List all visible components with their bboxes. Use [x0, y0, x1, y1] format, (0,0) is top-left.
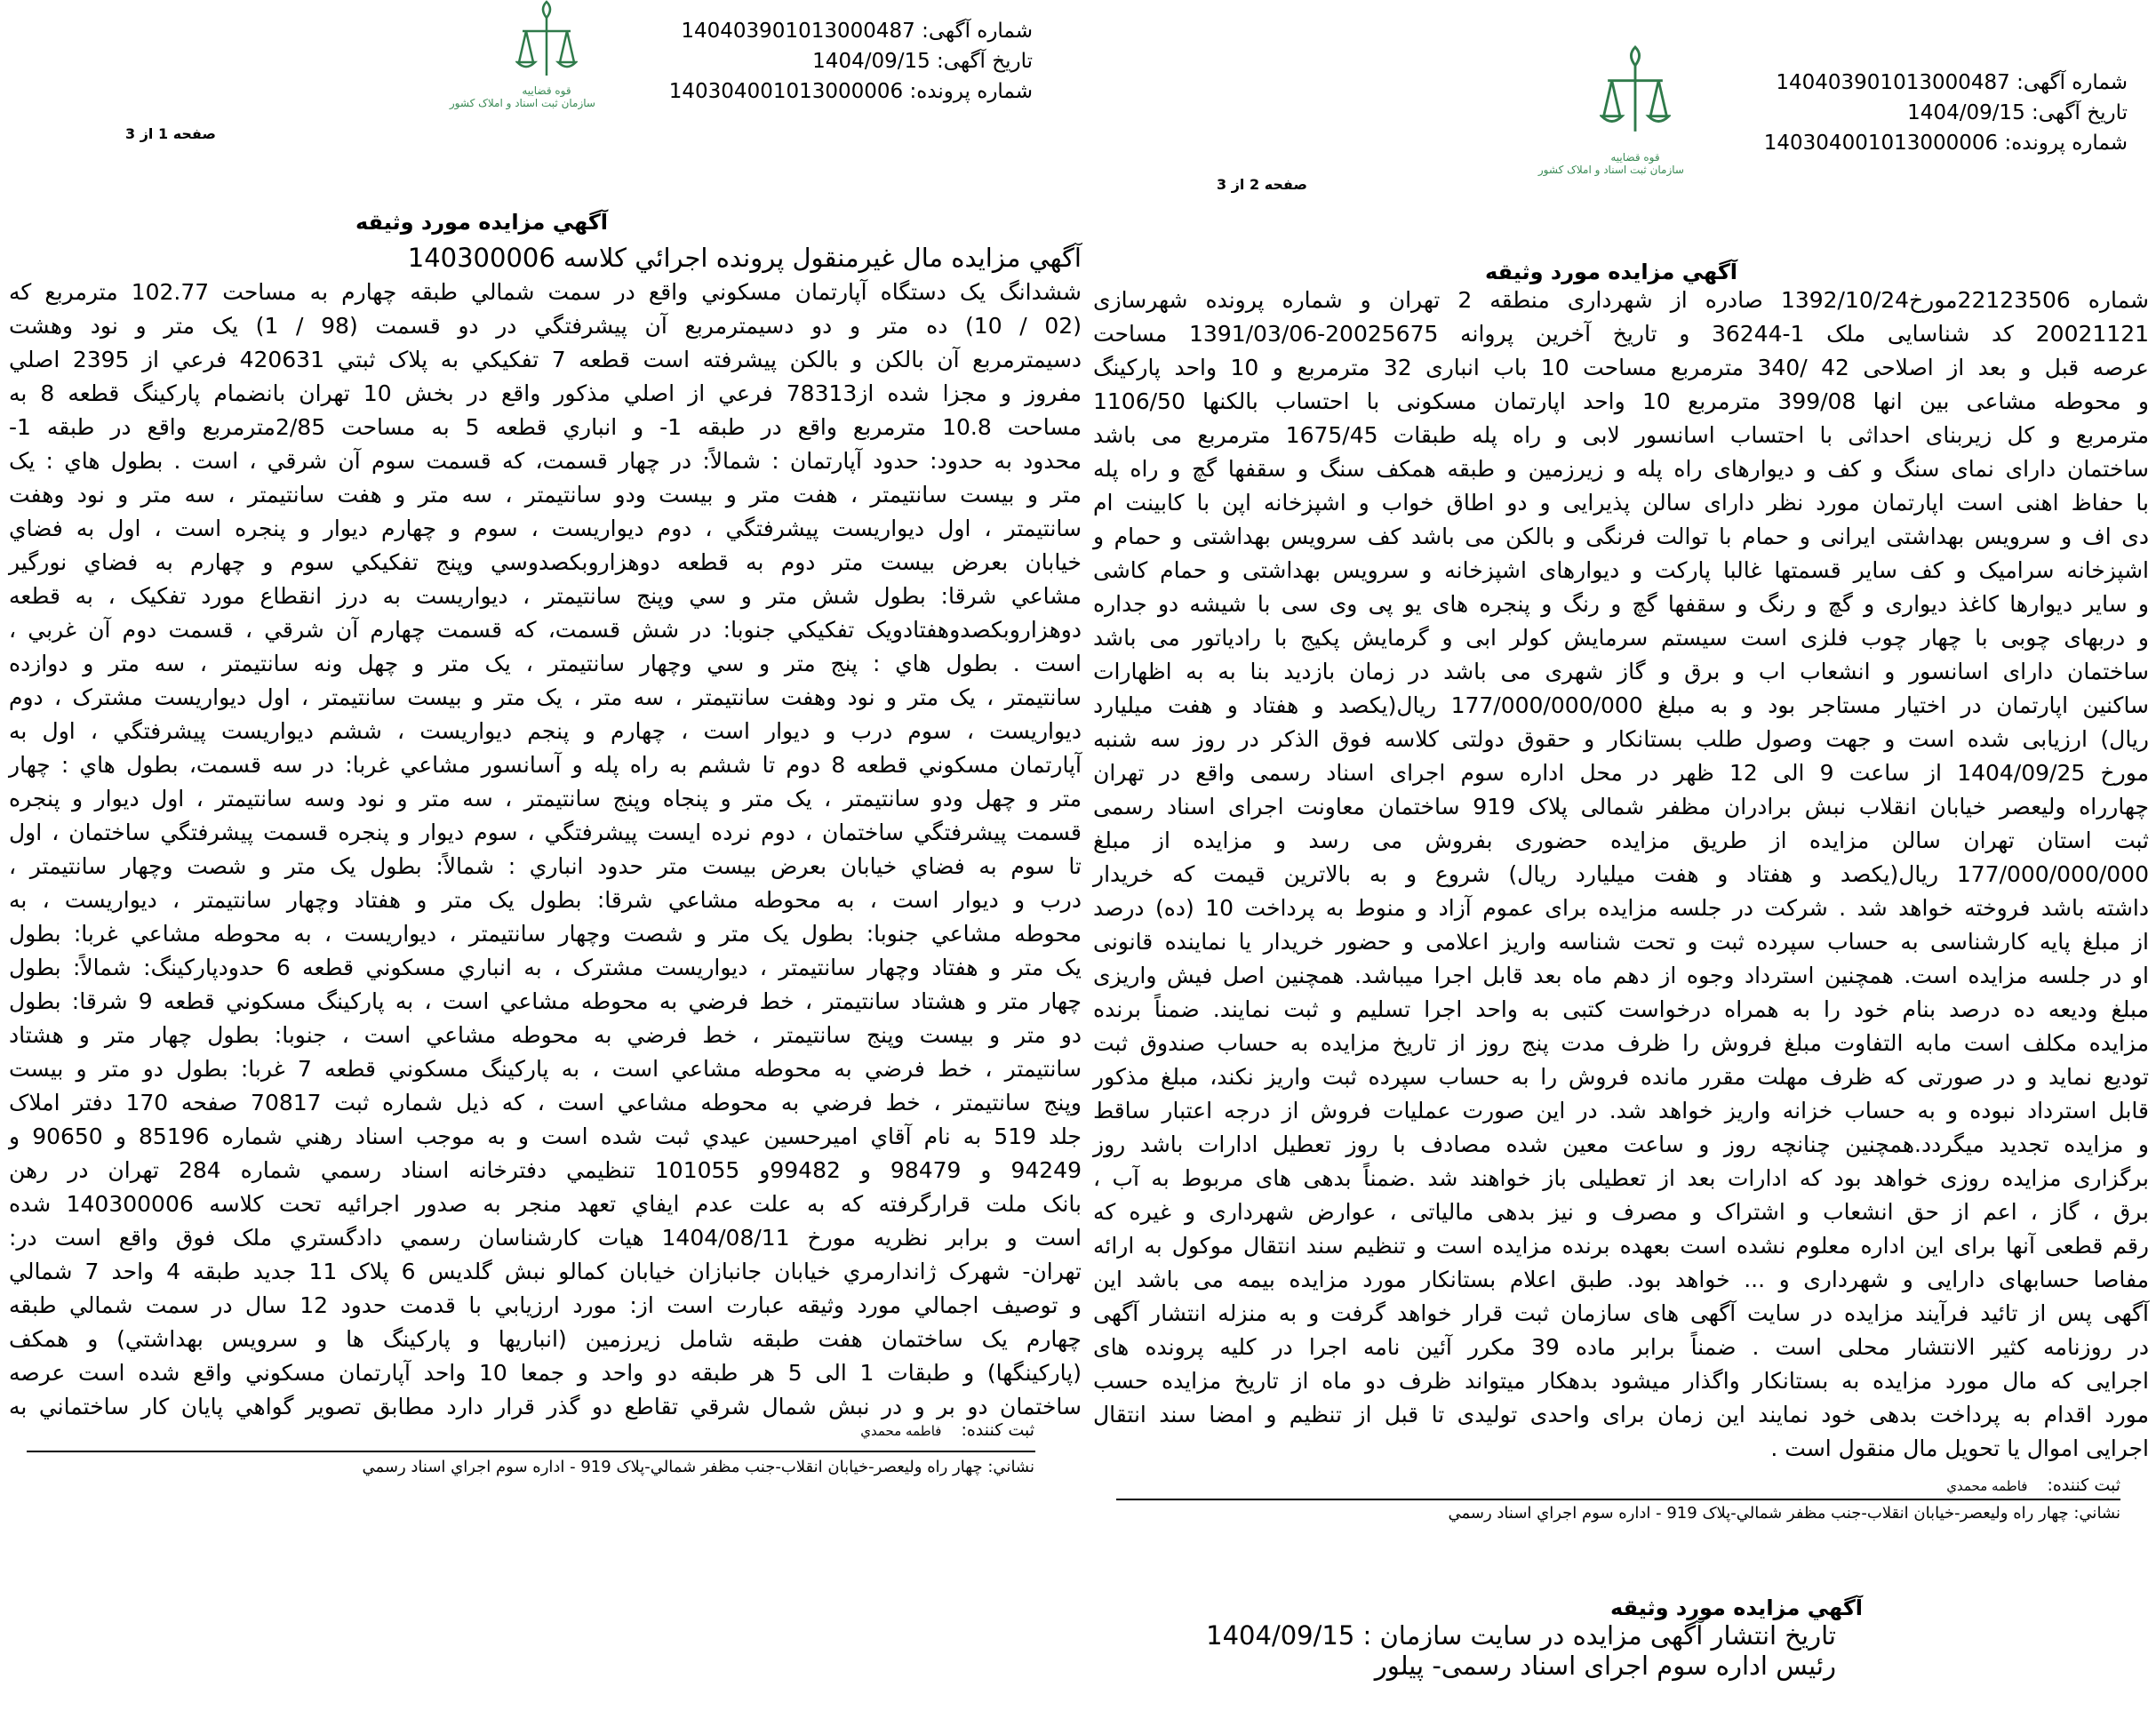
body-line: مبلغ ودیعه ده درصد بنام خود را به همراه درخواست کتبی به واحد اجرا تسلیم و ثبت نمایند. ضمناً برنده [1093, 996, 2149, 1022]
signer-label: ثبت كننده: [961, 1420, 1034, 1440]
body-line: رقم قطعی آنها برای این اداره معلوم نشده است بعهده برنده مزایده است و تنظیم سند انتقال موکول به ارائه [1093, 1233, 2149, 1259]
body-line: مفروز و مجزا شده از78313 فرعي از اصلي مذكور واقع در بخش 10 تهران بانضمام پاركينگ قطعه 8 به [9, 380, 1082, 406]
body-line: دو متر و بيست وپنج سانتيمتر ، خط فرضي به محوطه مشاعي است ، جنوبا: بطول چهار متر و هشتاد [9, 1022, 1082, 1048]
logo-text-top: قوه قضاییه [1610, 151, 1660, 164]
body-line: محدود به حدود: حدود آپارتمان : شمالاً: در چهار قسمت، كه قسمت سوم آن شرقي ، است . بطول هاي : يک [9, 448, 1082, 474]
page2-body [1093, 284, 2149, 1466]
body-line: در روزنامه کثیر الانتشار محلی است . ضمناً برابر ماده 39 مکرر آئین نامه اجرا در کلیه پرونده های [1093, 1334, 2149, 1360]
body-line: و مزایده تجدید میگردد.همچنین چنانچه روز و ساعت معین شده مصادف با روز تعطیل ادارات باشد روز [1093, 1131, 2149, 1157]
body-line: ساختمان دارای نمای سنگ و کف و دیوارهای راه پله و زیرزمین و طبقه همکف سنگ و سقفها گچ و راه پله [1093, 456, 2149, 482]
body-line: مزایده مکلف است مابه التفاوت مبلغ فروش را ظرف مدت پنج روز از تاریخ مزایده به حساب صندوق ثبت [1093, 1030, 2149, 1056]
body-line: داشته باشد فروخته خواهد شد . شرکت در جلسه مزایده برای عموم آزاد و منوط به پرداخت 10 (ده) درصد [1093, 895, 2150, 921]
case-number: شماره پرونده: 140304001013000006 [1763, 132, 2128, 155]
scales-of-justice-icon [515, 0, 578, 84]
body-line: مورد اقدام به پرداخت بدهی خود نمایند این زمان برای واحدی تولیدی تا قبل از تنظیم و امضا سند انتقال [1093, 1402, 2149, 1427]
body-line: تا سوم به فضاي خيابان بعرض بيست متر حدود انباري : شمالاً: بطول يک متر و شصت وچهار سانتيمتر ، [9, 853, 1082, 879]
page2-address: نشاني: چهار راه وليعصر-خيابان انقلاب-جنب مظفر شمالي-پلاک 919 - اداره سوم اجراي اسناد رسمي [1448, 1504, 2120, 1523]
body-line: 20021121 کد شناسایی ملک 1-36244 و تاریخ آخرین پروانه 20025675-1391/03/06 مساحت [1093, 321, 2150, 347]
page1-title: آگهي مزايده مورد وثيقه [355, 210, 609, 235]
page1-signer [860, 1420, 1034, 1440]
body-line: است . بطول هاي : پنج متر و سي وچهار سانتيمتر ، يک متر و چهل ونه سانتيمتر ، سه متر و دوازده [9, 651, 1082, 676]
body-line: عرصه قبل و بعد از اصلاحی 42 /340 مترمربع مساحت 10 باب انباری 32 مترمربع و 10 واحد پارکینگ [1093, 355, 2149, 380]
body-line: متر و چهل ودو سانتيمتر ، يک متر و پنجاه وپنج سانتيمتر ، سه متر و نود وسه سانتيمتر ، اول ديوار و پنجره [9, 786, 1082, 812]
body-line: ساختمان دو بر و در نبش شمال شرقي تقاطع دو گذر قرار دارد مطابق تصوير گواهي پايان كار ساختماني به [9, 1394, 1082, 1419]
body-line: تودیع نماید و در صورتی که ظرف مهلت مقرر مانده فروش را به حساب سپرده ثبت واریز نکند، مبلغ مذکور [1093, 1064, 2149, 1090]
body-line: برگزاری مزایده روزی خواهد بود که ادارات بعد از تعطیلی باز خواهند شد .ضمناً بدهی های مربوط به آب ، [1093, 1165, 2149, 1191]
footer-title: آگهي مزايده مورد وثيقه [1609, 1595, 1863, 1620]
body-line: 177/000/000/000 ریال(یکصد و هفتاد و هفت میلیارد ریال) شروع و به بالاترین قیمت که خریدار [1093, 861, 2149, 887]
page1-body [9, 240, 1082, 1424]
body-line: (پاركينگها) و طبقات 1 الی 5 هر طبقه دو واحد و جمعا 10 واحد آپارتمان مسكوني واقع شده است عرصه [9, 1360, 1082, 1386]
judiciary-logo-page2 [1537, 36, 1684, 213]
body-line: دی اف و سرویس بهداشتی ایرانی و حمام با توالت فرنگی و بالکن می باشد کف سرویس بهداشتی و حمام و [1093, 524, 2149, 549]
footer [1206, 1595, 1863, 1681]
ad-number: شماره آگهی: 14040390101300048​7 [681, 20, 1033, 43]
ad-number: شماره آگهی: 140403901013000487 [1776, 71, 2128, 94]
body-line: مترمربع و کل زیربنای احداثی با احتساب اسانسور لابی و راه پله طبقات 1675/45 مترمربع می باشد [1093, 422, 2149, 448]
body-line: قابل استرداد نبوده و به حساب خزانه واریز خواهد شد. در این صورت عملیات فروش از درجه اعتبار ساقط [1093, 1098, 2149, 1123]
body-line: ثبت استان تهران سالن مزایده از طریق مزایده حضوری بفروش می رسد و مزایده از مبلغ [1093, 828, 2149, 853]
body-line: (02 / 10) ده متر و دو دسيمترمربع آن پيشرفتگي در دو قسمت (98 / 1) يک متر و نود وهشت [9, 313, 1082, 339]
page2-header [1764, 68, 2128, 158]
signature-line: رئیس اداره سوم اجرای اسناد رسمی- پیلور [1374, 1651, 1836, 1681]
body-line: يک متر و هفتاد وچهار سانتيمتر ، ديواريست مشترک ، به انباري مسكوني قطعه 6 حدودپاركينگ: شمالاً: بطول [9, 955, 1082, 980]
body-line: ساکنین اپارتمان در اختیار مستاجر بود و به مبلغ 177/000/000/000 ریال(یکصد و هفتاد و هفت میلیارد [1093, 692, 2150, 718]
body-line: خيابان بعرض بيست متر دوم به قطعه دوهزاروبكصدوسي وپنج تفكيكي سوم و چهارم به فضاي نورگير [9, 549, 1082, 575]
body-line: آپارتمان مسكوني قطعه 8 دوم تا ششم به راه پله و آسانسور مشاعي غربا: در سه قسمت، بطول هاي : چهار [9, 752, 1082, 778]
page1-subtitle: آگهي مزايده مال غيرمنقول پرونده اجرائي كلاسه 140300006 [407, 243, 1082, 273]
body-line: اجرایی که مال مورد مزایده به بستانکار واگذار میشود بدهکار میتواند ظرف دو ماه از تاریخ مزایده حسب [1093, 1368, 2149, 1394]
body-line: آگهی پس از تائید فرآیند مزایده در سایت آگهی های سازمان ثبت قرار خواهد گرفت و به منزله انتشار آگهی [1093, 1300, 2149, 1326]
body-line: قسمت پيشرفتگي ساختمان ، دوم نرده ايست پيشرفتگي ، سوم ديوار و پنجره قسمت پيشرفتگي ساختمان ، اول [9, 820, 1082, 845]
body-line: تهران- شهرک ژاندارمري خيابان جانبازان خيابان كمالو نبش گلديس 6 پلاک 11 جديد طبقه 4 واحد 7 شمالي [9, 1259, 1082, 1284]
page1-address: نشاني: چهار راه وليعصر-خيابان انقلاب-جنب مظفر شمالي-پلاک 919 - اداره سوم اجراي اسناد رسمي [362, 1458, 1034, 1476]
body-line: 94249 و 98479 و 99482و 101055 تنظيمي دفترخانه اسناد رسمي شماره 284 تهران در رهن [9, 1157, 1082, 1183]
body-line: درب و ديوار است ، به محوطه مشاعي شرقا: بطول يک متر و هفتاد وچهار سانتيمتر ، ديواريست ، به [9, 887, 1082, 913]
body-line: چهارم يک ساختمان هفت طبقه شامل زيرزمين (انباريها و پاركينگ ها و سرويس بهداشتي) و همكف [9, 1326, 1082, 1352]
divider [27, 1451, 1035, 1452]
body-line: برق ، گاز ، اعم از حق انشعاب و اشتراک و مصرف و نیز بدهی مالیاتی ، عوارض شهرداری و غیره که [1093, 1199, 2149, 1225]
body-line: متر و بيست سانتيمتر ، هفت متر و بيست ودو سانتيمتر ، سه متر و هفت سانتيمتر ، سه متر و نود وهفت [9, 482, 1082, 508]
page-number: صفحه 2 از 3 [1217, 176, 1307, 193]
divider [1116, 1499, 2120, 1500]
body-line: ریال) ارزیابی شده است و جهت وصول طلب بستانکار و حقوق دولتی کلاسه فوق الذکر در روز سه شنبه [1093, 726, 2149, 752]
body-line: محوطه مشاعي جنوبا: بطول يک متر و شصت وچهار سانتيمتر ، ديواريست ، به محوطه مشاعي غربا: بطول [9, 921, 1082, 947]
ad-date: تاریخ آگهی: 1404/09/15 [1907, 101, 2128, 124]
logo-text-top: قوه قضاییه [522, 84, 571, 97]
body-line: از مبلغ پایه کارشناسی به حساب سپرده ثبت و تحت شناسه واریز اعلامی و حضور خریدار یا نماینده قانونی [1093, 929, 2149, 955]
body-line: و توصيف اجمالي مورد وثيقه عبارت است از: مورد ارزيابي با قدمت حدود 12 سال در سمت شمالي طبقه [9, 1292, 1082, 1318]
body-line: او در جلسه مزایده است. همچنین استرداد وجوه از دهم ماه بعد قابل اجرا میباشد. همچنین اصل فیش واریزی [1093, 963, 2149, 988]
body-line: و سایر دیوارها کاغذ دیواری و گچ و رنگ و سقفها گچ و رنگ و پنجره های یو پی وی سی با شیشه دو جداره [1093, 591, 2149, 617]
body-line: سانتيمتر ، يک متر و نود وهفت سانتيمتر ، سه متر ، يک متر و بيست سانتيمتر ، اول ديواريست مشترک ، دوم [9, 684, 1082, 710]
page1-header [669, 16, 1033, 107]
logo-text-bottom: سازمان ثبت اسناد و املاک کشور [1537, 164, 1684, 176]
page-number: صفحه 1 از 3 [125, 125, 216, 142]
logo-text-bottom: سازمان ثبت اسناد و املاک کشور [449, 97, 595, 109]
body-line: و محوطه مشاعی بین انها 399/08 مترمربع 10 واحد اپارتمان مسکونی با احتساب بالکنها 1106/50 [1093, 388, 2150, 414]
signer-label: ثبت کننده: [2047, 1475, 2120, 1495]
signer-name: فاطمه محمدي [1946, 1478, 2028, 1494]
body-line: دسيمترمربع آن بالكن و بالكن پيشرفته است قطعه 7 تفكيكي به پلاک ثبتي 420631 فرعي از 2395 اصلي [9, 347, 1082, 372]
body-line: سانتيمتر ، خط فرضي به محوطه مشاعي است ، به پاركينگ مسكوني قطعه 7 غربا: بطول دو متر و بيست [9, 1056, 1082, 1082]
body-line: با حفاظ اهنی است اپارتمان مورد نظر دارای سالن پذیرایی و دو اطاق خواب و اشپزخانه اپن با کابینت ام [1093, 490, 2149, 516]
body-line: مشاعي شرقا: بطول شش متر و سي وپنج سانتيمتر ، ديواريست به درز انقطاع مورد تفكيک ، به قطعه [9, 583, 1082, 609]
judiciary-logo-page1 [449, 0, 595, 124]
page2-signer [1946, 1475, 2120, 1495]
body-line: وپنج سانتيمتر ، خط فرضي به محوطه مشاعي است ، كه ذيل شماره ثبت 70817 صفحه 170 دفتر املاک [9, 1090, 1082, 1115]
body-line: مساحت 10.8 مترمربع واقع در طبقه 1- و انباري قطعه 5 به مساحت 2/85مترمربع واقع در طبقه 1- [9, 414, 1082, 440]
body-line: شماره 22123506مورخ1392/10/24 صادره از شهرداری منطقه 2 تهران و شماره پرونده شهرسازی [1093, 287, 2149, 313]
ad-date: تاریخ آگهی: 1404/09/15 [812, 50, 1033, 73]
body-line: بانک ملت قرارگرفته كه به علت عدم ايفاي تعهد منجر به صدور اجرائيه تحت كلاسه 140300006 شده [9, 1191, 1082, 1217]
body-line: اشپزخانه سرامیک و کف سایر قسمتها غالبا پارکت و دیوارهای اشپزخانه و سرویس بهداشتی و حمام کاشی [1093, 557, 2149, 583]
case-number: شماره پرونده: 140304001013000006 [668, 80, 1033, 103]
body-line: اجرایی اموال یا تحویل مال منقول است . [1770, 1435, 2149, 1461]
page2-title: آگهي مزايده مورد وثيقه [1484, 260, 1738, 284]
body-line: است و برابر نظريه مورخ 1404/08/11 هيات كارشناسان رسمي دادگستري ملک فوق واقع است در: [9, 1225, 1082, 1251]
body-line: و دربهای چوبی با چهار چوب فلزی است سیستم سرمایش کولر ابی و گرمایش پکیج با رادیاتور می باشد [1093, 625, 2149, 651]
body-line: جلد 519 به نام آقاي اميرحسين عيدي ثبت شده است و به موجب اسناد رهني شماره 85196 و 90650 و [9, 1123, 1082, 1149]
body-line: دوهزاروبكصدوهفتادويک تفكيكي جنوبا: در شش قسمت، كه قسمت چهارم آن شرقي ، قسمت دوم آن غربي ، [9, 617, 1082, 643]
signer-name: فاطمه محمدي [860, 1423, 942, 1439]
scales-of-justice-icon [1600, 36, 1671, 151]
body-line: چهارراه ولیعصر خیابان انقلاب نبش برادران مظفر شمالی پلاک 919 ساختمان معاونت اجرای اسناد رسمی [1093, 794, 2149, 820]
body-line: چهار متر و هشتاد سانتيمتر ، خط فرضي به محوطه مشاعي است ، به پاركينگ مسكوني قطعه 9 شرقا: بطول [9, 988, 1082, 1014]
body-line: مفاصا حسابهای دارایی و شهرداری و ... خواهد بود. طبق اعلام بستانکار مورد مزایده بیمه می باشد این [1093, 1267, 2149, 1292]
body-line: ديواريست ، سوم درب و ديوار است ، چهارم و پنجم ديواريست ، ششم ديواريست پيشرفتگي ، اول به [9, 718, 1082, 744]
body-line: سانتيمتر ، اول ديواريست پيشرفتگي ، دوم ديواريست ، سوم و چهارم ديوار و پنجره است ، اول به فضاي [9, 516, 1082, 541]
body-line: مورخ 1404/09/25 از ساعت 9 الی 12 ظهر در محل اداره سوم اجرای اسناد رسمی واقع در تهران [1093, 760, 2150, 786]
body-line: ششدانگ يک دستگاه آپارتمان مسكوني واقع در سمت شمالي طبقه چهارم به مساحت 102.77 مترمربع كه [9, 279, 1082, 305]
body-line: ساختمان دارای اسانسور و انشعاب اب و برق و گاز شهری می باشد در زمان بازدید بنا به به اظهارات [1093, 659, 2149, 684]
publish-date: تاريخ انتشار آگهی مزایده در سایت سازمان : 1404/09/15 [1206, 1620, 1836, 1651]
